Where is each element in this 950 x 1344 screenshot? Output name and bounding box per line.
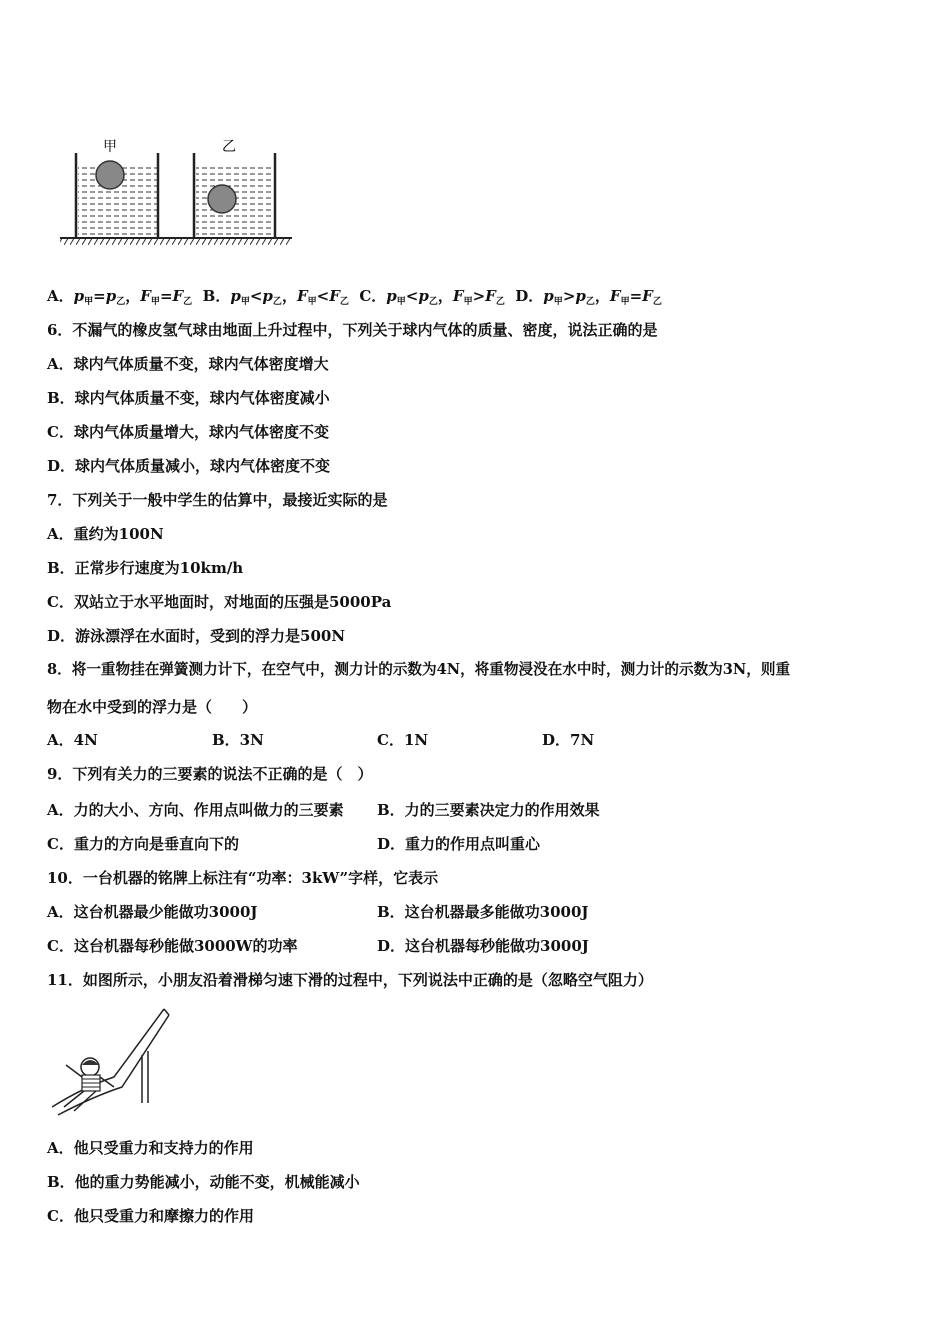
q6-option-b: B．球内气体质量不变，球内气体密度减小 bbox=[47, 389, 330, 407]
q10-option-a: A．这台机器最少能做功3000J bbox=[47, 903, 258, 921]
q9-option-b: B．力的三要素决定力的作用效果 bbox=[377, 801, 600, 819]
q10-option-d: D．这台机器每秒能做功3000J bbox=[377, 937, 589, 955]
q8-option-c: C．1N bbox=[377, 731, 429, 749]
q6-option-c: C．球内气体质量增大，球内气体密度不变 bbox=[47, 423, 329, 441]
ball-yi bbox=[208, 185, 236, 213]
q11-option-a: A．他只受重力和支持力的作用 bbox=[47, 1139, 254, 1157]
label-yi: 乙 bbox=[222, 139, 236, 155]
q6-option-d: D．球内气体质量减小，球内气体密度不变 bbox=[47, 457, 331, 475]
q11-option-b: B．他的重力势能减小，动能不变，机械能减小 bbox=[47, 1173, 360, 1191]
q9-option-c: C．重力的方向是垂直向下的 bbox=[47, 835, 239, 853]
q6-option-a: A．球内气体质量不变，球内气体密度增大 bbox=[47, 355, 329, 373]
label-jia: 甲 bbox=[103, 139, 117, 155]
q7-option-d: D．游泳漂浮在水面时，受到的浮力是500N bbox=[47, 627, 346, 645]
q7-option-c: C．双站立于水平地面时，对地面的压强是5000Pa bbox=[47, 593, 392, 611]
q9-stem: 9．下列有关力的三要素的说法不正确的是（ ） bbox=[47, 765, 373, 783]
q7-option-a: A．重约为100N bbox=[47, 525, 164, 543]
q5-options-row: A．$p_甲=p_乙$，$F_甲=F_乙$ B．$p_甲<p_乙$，$F_甲<F_乙$ C．$p_甲<p_乙$，$F_甲>F_乙$ D．$p_甲>p_乙$，$F_甲=F_乙$ bbox=[47, 287, 662, 307]
q7-option-b: B．正常步行速度为10km/h bbox=[47, 559, 244, 577]
q10-option-b: B．这台机器最多能做功3000J bbox=[377, 903, 589, 921]
q10-option-c: C．这台机器每秒能做3000W的功率 bbox=[47, 937, 298, 955]
q11-stem: 11．如图所示，小朋友沿着滑梯匀速下滑的过程中，下列说法中正确的是（忽略空气阻力） bbox=[47, 971, 653, 989]
q10-stem: 10．一台机器的铭牌上标注有“功率：3kW”字样，它表示 bbox=[47, 869, 439, 887]
q8-option-b: B．3N bbox=[212, 731, 264, 749]
q8-option-d: D．7N bbox=[542, 731, 595, 749]
q7-stem: 7．下列关于一般中学生的估算中，最接近实际的是 bbox=[47, 491, 388, 509]
q9-option-a: A．力的大小、方向、作用点叫做力的三要素 bbox=[47, 801, 344, 819]
q8-stem-line2: 物在水中受到的浮力是（ ） bbox=[47, 698, 258, 716]
q8-option-a: A．4N bbox=[47, 731, 98, 749]
q9-option-d: D．重力的作用点叫重心 bbox=[377, 835, 541, 853]
figure-slide bbox=[44, 1007, 174, 1122]
q11-option-c: C．他只受重力和摩擦力的作用 bbox=[47, 1207, 254, 1225]
ball-jia bbox=[96, 161, 124, 189]
figure-containers bbox=[58, 135, 298, 245]
q6-stem: 6．不漏气的橡皮氢气球由地面上升过程中，下列关于球内气体的质量、密度，说法正确的是 bbox=[47, 321, 658, 339]
q8-stem-line1: 8．将一重物挂在弹簧测力计下，在空气中，测力计的示数为4N，将重物浸没在水中时，测力计的示数为3N，则重 bbox=[47, 661, 791, 678]
